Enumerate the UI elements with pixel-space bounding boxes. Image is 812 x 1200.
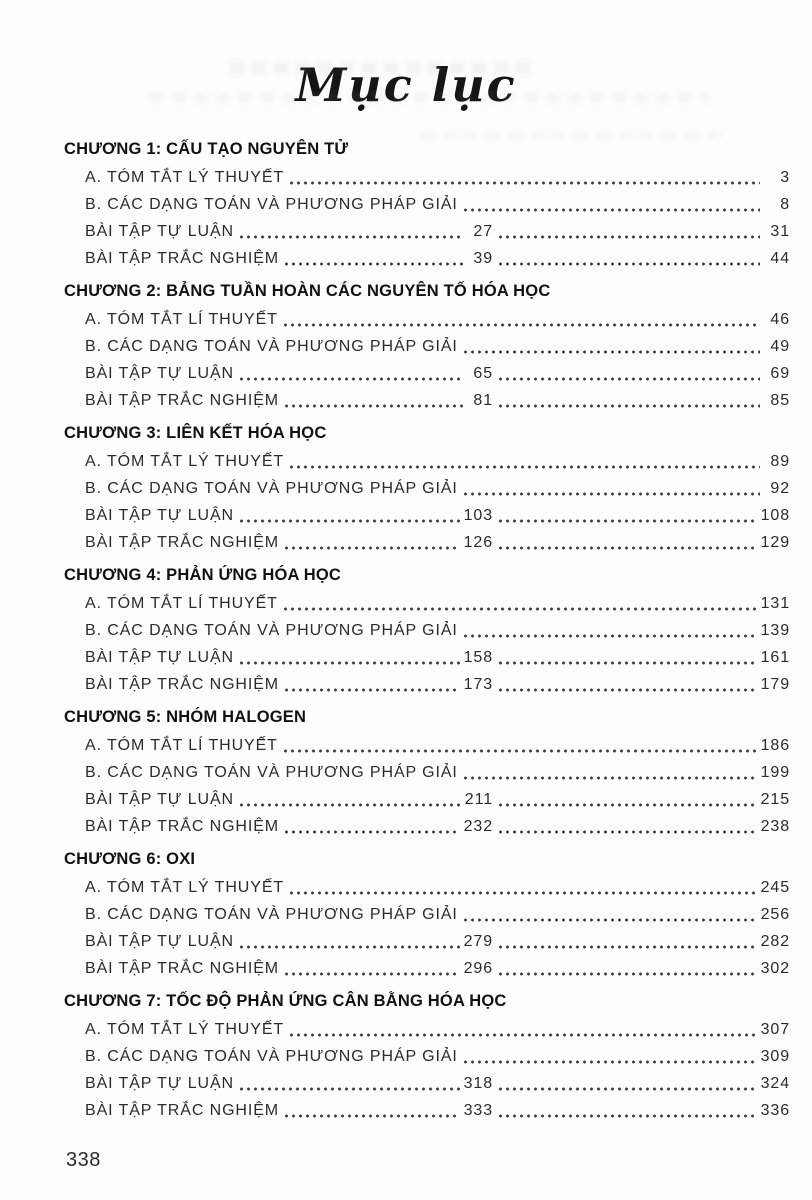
dot-leader — [497, 671, 757, 698]
toc-entry-left-segment — [85, 928, 493, 955]
toc-entry-label: BÀI TẬP TRẮC NGHIỆM — [85, 250, 280, 267]
toc-entry-label: BÀI TẬP TRẮC NGHIỆM — [85, 392, 280, 409]
toc-entry-left-segment — [85, 813, 493, 840]
toc-entry — [85, 617, 790, 644]
dot-leader — [288, 164, 760, 191]
toc-entry-mid-page-number: 27 — [473, 223, 493, 240]
toc-entry-mid-page-number: 173 — [463, 676, 493, 693]
toc-entry — [85, 955, 790, 982]
toc-entry — [85, 164, 790, 191]
table-of-contents — [0, 120, 812, 1124]
dot-leader — [288, 874, 757, 901]
dot-leader — [462, 759, 757, 786]
toc-entry-right-segment — [493, 644, 790, 671]
toc-entry-mid-page-number: 39 — [473, 250, 493, 267]
toc-entry-left-segment — [85, 360, 493, 387]
chapter-title: CHƯƠNG 1: CẤU TẠO NGUYÊN TỬ — [64, 140, 349, 158]
dot-leader — [462, 1043, 757, 1070]
dot-leader — [238, 928, 460, 955]
toc-entry-right-segment — [493, 1070, 790, 1097]
toc-entry-mid-page-number: 81 — [473, 392, 493, 409]
toc-entry — [85, 759, 790, 786]
toc-entry-label: BÀI TẬP TỰ LUẬN — [85, 933, 234, 950]
toc-entry-page-number: 69 — [770, 365, 790, 382]
page-number: 338 — [66, 1149, 101, 1171]
toc-entry-page-number: 89 — [770, 453, 790, 470]
dot-leader — [497, 529, 757, 556]
toc-entry-page-number: 49 — [770, 338, 790, 355]
toc-entry-page-number: 238 — [760, 818, 790, 835]
toc-entry-label: B. CÁC DẠNG TOÁN VÀ PHƯƠNG PHÁP GIẢI — [85, 480, 458, 497]
toc-entry-right-segment — [493, 813, 790, 840]
chapter-title: CHƯƠNG 7: TỐC ĐỘ PHẢN ỨNG CÂN BẰNG HÓA HỌC — [64, 992, 507, 1010]
chapter-title: CHƯƠNG 3: LIÊN KẾT HÓA HỌC — [64, 424, 327, 442]
toc-entry-page-number: 307 — [760, 1021, 790, 1038]
toc-entry — [85, 529, 790, 556]
dot-leader — [283, 1097, 460, 1124]
toc-entry — [85, 333, 790, 360]
toc-entry-page-number: 46 — [770, 311, 790, 328]
toc-entry-left-segment — [85, 1097, 493, 1124]
toc-entry-mid-page-number: 279 — [463, 933, 493, 950]
dot-leader — [497, 387, 760, 414]
toc-entry-label: B. CÁC DẠNG TOÁN VÀ PHƯƠNG PHÁP GIẢI — [85, 764, 458, 781]
dot-leader — [462, 901, 757, 928]
dot-leader — [497, 1070, 757, 1097]
dot-leader — [462, 333, 760, 360]
toc-entry-label: BÀI TẬP TỰ LUẬN — [85, 791, 234, 808]
toc-entry-page-number: 3 — [780, 169, 790, 186]
chapter-title: CHƯƠNG 6: OXI — [64, 850, 196, 868]
toc-entry-page-number: 256 — [760, 906, 790, 923]
toc-entry-label: BÀI TẬP TỰ LUẬN — [85, 365, 234, 382]
toc-entry-label: B. CÁC DẠNG TOÁN VÀ PHƯƠNG PHÁP GIẢI — [85, 1048, 458, 1065]
toc-entry-page-number: 179 — [760, 676, 790, 693]
toc-entry-label: A. TÓM TẮT LÍ THUYẾT — [85, 737, 278, 754]
toc-entry-page-number: 92 — [770, 480, 790, 497]
toc-entry-right-segment — [493, 1097, 790, 1124]
dot-leader — [462, 475, 760, 502]
toc-entry-page-number: 139 — [760, 622, 790, 639]
toc-entry-right-segment — [493, 928, 790, 955]
toc-entry-mid-page-number: 126 — [463, 534, 493, 551]
toc-entry — [85, 360, 790, 387]
dot-leader — [238, 218, 463, 245]
toc-entry-page-number: 309 — [760, 1048, 790, 1065]
dot-leader — [497, 502, 757, 529]
toc-entry — [85, 928, 790, 955]
toc-entry — [85, 448, 790, 475]
toc-entry-left-segment — [85, 786, 493, 813]
toc-entry-right-segment — [493, 786, 790, 813]
dot-leader — [283, 529, 460, 556]
toc-entry-label: B. CÁC DẠNG TOÁN VÀ PHƯƠNG PHÁP GIẢI — [85, 622, 458, 639]
toc-entry-mid-page-number: 103 — [463, 507, 493, 524]
chapter-title: CHƯƠNG 4: PHẢN ỨNG HÓA HỌC — [64, 566, 342, 584]
toc-entry-page-number: 245 — [760, 879, 790, 896]
toc-entry — [85, 475, 790, 502]
toc-entry-right-segment — [493, 671, 790, 698]
toc-entry-label: A. TÓM TẮT LÝ THUYẾT — [85, 879, 285, 896]
toc-entry-right-segment — [493, 955, 790, 982]
toc-entry — [85, 874, 790, 901]
dot-leader — [238, 502, 460, 529]
toc-entry-label: BÀI TẬP TRẮC NGHIỆM — [85, 676, 280, 693]
toc-entry-left-segment — [85, 671, 493, 698]
toc-entry — [85, 590, 790, 617]
dot-leader — [462, 617, 757, 644]
toc-entry-left-segment — [85, 1070, 493, 1097]
dot-leader — [283, 671, 460, 698]
toc-entry-page-number: 199 — [760, 764, 790, 781]
toc-entry — [85, 245, 790, 272]
toc-entry-page-number: 129 — [760, 534, 790, 551]
toc-entry-page-number: 215 — [760, 791, 790, 808]
dot-leader — [497, 813, 757, 840]
toc-entry — [85, 1043, 790, 1070]
dot-leader — [282, 732, 757, 759]
toc-entry-page-number: 161 — [760, 649, 790, 666]
dot-leader — [238, 786, 461, 813]
dot-leader — [238, 644, 460, 671]
dot-leader — [497, 928, 757, 955]
toc-entry-page-number: 108 — [760, 507, 790, 524]
toc-entry-label: A. TÓM TẮT LÝ THUYẾT — [85, 1021, 285, 1038]
dot-leader — [282, 306, 760, 333]
toc-entry-page-number: 324 — [760, 1075, 790, 1092]
toc-entry — [85, 191, 790, 218]
dot-leader — [497, 360, 760, 387]
toc-entry-label: BÀI TẬP TRẮC NGHIỆM — [85, 960, 280, 977]
toc-entry-page-number: 186 — [760, 737, 790, 754]
dot-leader — [238, 360, 463, 387]
toc-entry-label: BÀI TẬP TRẮC NGHIỆM — [85, 818, 280, 835]
toc-entry-left-segment — [85, 245, 493, 272]
toc-entry-label: BÀI TẬP TỰ LUẬN — [85, 649, 234, 666]
toc-entry-right-segment — [493, 529, 790, 556]
toc-entry-label: BÀI TẬP TỰ LUẬN — [85, 223, 234, 240]
toc-entry-label: B. CÁC DẠNG TOÁN VÀ PHƯƠNG PHÁP GIẢI — [85, 906, 458, 923]
dot-leader — [283, 387, 463, 414]
dot-leader — [288, 448, 760, 475]
toc-entry — [85, 813, 790, 840]
dot-leader — [462, 191, 760, 218]
toc-entry — [85, 1070, 790, 1097]
toc-entry-left-segment — [85, 502, 493, 529]
toc-entry-page-number: 302 — [760, 960, 790, 977]
toc-entry-label: BÀI TẬP TỰ LUẬN — [85, 507, 234, 524]
dot-leader — [283, 813, 460, 840]
dot-leader — [238, 1070, 460, 1097]
toc-entry-right-segment — [493, 245, 790, 272]
toc-entry-label: A. TÓM TẮT LÝ THUYẾT — [85, 453, 285, 470]
toc-entry-label: BÀI TẬP TỰ LUẬN — [85, 1075, 234, 1092]
toc-entry-page-number: 131 — [760, 595, 790, 612]
toc-entry-page-number: 336 — [760, 1102, 790, 1119]
dot-leader — [497, 955, 757, 982]
dot-leader — [282, 590, 757, 617]
toc-entry — [85, 502, 790, 529]
toc-entry — [85, 306, 790, 333]
page-title: Mục lục — [295, 58, 517, 112]
toc-entry-mid-page-number: 333 — [463, 1102, 493, 1119]
toc-entry-mid-page-number: 232 — [463, 818, 493, 835]
toc-entry-mid-page-number: 211 — [464, 791, 493, 808]
toc-entry-mid-page-number: 296 — [463, 960, 493, 977]
toc-entry-right-segment — [493, 502, 790, 529]
dot-leader — [497, 218, 760, 245]
dot-leader — [497, 786, 757, 813]
chapter-title: CHƯƠNG 2: BẢNG TUẦN HOÀN CÁC NGUYÊN TỐ HÓA HỌC — [64, 282, 551, 300]
toc-entry-mid-page-number: 65 — [473, 365, 493, 382]
toc-entry — [85, 1097, 790, 1124]
toc-entry — [85, 671, 790, 698]
toc-entry-page-number: 85 — [770, 392, 790, 409]
chapter-title: CHƯƠNG 5: NHÓM HALOGEN — [64, 708, 307, 726]
dot-leader — [283, 955, 460, 982]
toc-entry-mid-page-number: 318 — [463, 1075, 493, 1092]
toc-entry — [85, 786, 790, 813]
toc-entry-left-segment — [85, 955, 493, 982]
toc-entry — [85, 218, 790, 245]
toc-entry-right-segment — [493, 218, 790, 245]
toc-entry-left-segment — [85, 529, 493, 556]
toc-entry-mid-page-number: 158 — [463, 649, 493, 666]
toc-entry-page-number: 8 — [780, 196, 790, 213]
dot-leader — [288, 1016, 757, 1043]
toc-entry-left-segment — [85, 644, 493, 671]
dot-leader — [497, 245, 760, 272]
toc-entry-right-segment — [493, 360, 790, 387]
toc-entry-label: A. TÓM TẮT LÍ THUYẾT — [85, 595, 278, 612]
dot-leader — [283, 245, 463, 272]
toc-entry-left-segment — [85, 387, 493, 414]
toc-entry — [85, 1016, 790, 1043]
toc-entry-page-number: 44 — [770, 250, 790, 267]
dot-leader — [497, 1097, 757, 1124]
toc-entry-right-segment — [493, 387, 790, 414]
toc-entry-label: A. TÓM TẮT LÍ THUYẾT — [85, 311, 278, 328]
toc-entry-page-number: 31 — [770, 223, 790, 240]
toc-entry-label: A. TÓM TẮT LÝ THUYẾT — [85, 169, 285, 186]
toc-entry — [85, 732, 790, 759]
toc-entry — [85, 387, 790, 414]
toc-entry-label: BÀI TẬP TRẮC NGHIỆM — [85, 534, 280, 551]
toc-entry-label: B. CÁC DẠNG TOÁN VÀ PHƯƠNG PHÁP GIẢI — [85, 338, 458, 355]
toc-entry-label: BÀI TẬP TRẮC NGHIỆM — [85, 1102, 280, 1119]
toc-entry-label: B. CÁC DẠNG TOÁN VÀ PHƯƠNG PHÁP GIẢI — [85, 196, 458, 213]
toc-entry — [85, 901, 790, 928]
toc-entry-left-segment — [85, 218, 493, 245]
dot-leader — [497, 644, 757, 671]
toc-entry — [85, 644, 790, 671]
toc-entry-page-number: 282 — [760, 933, 790, 950]
